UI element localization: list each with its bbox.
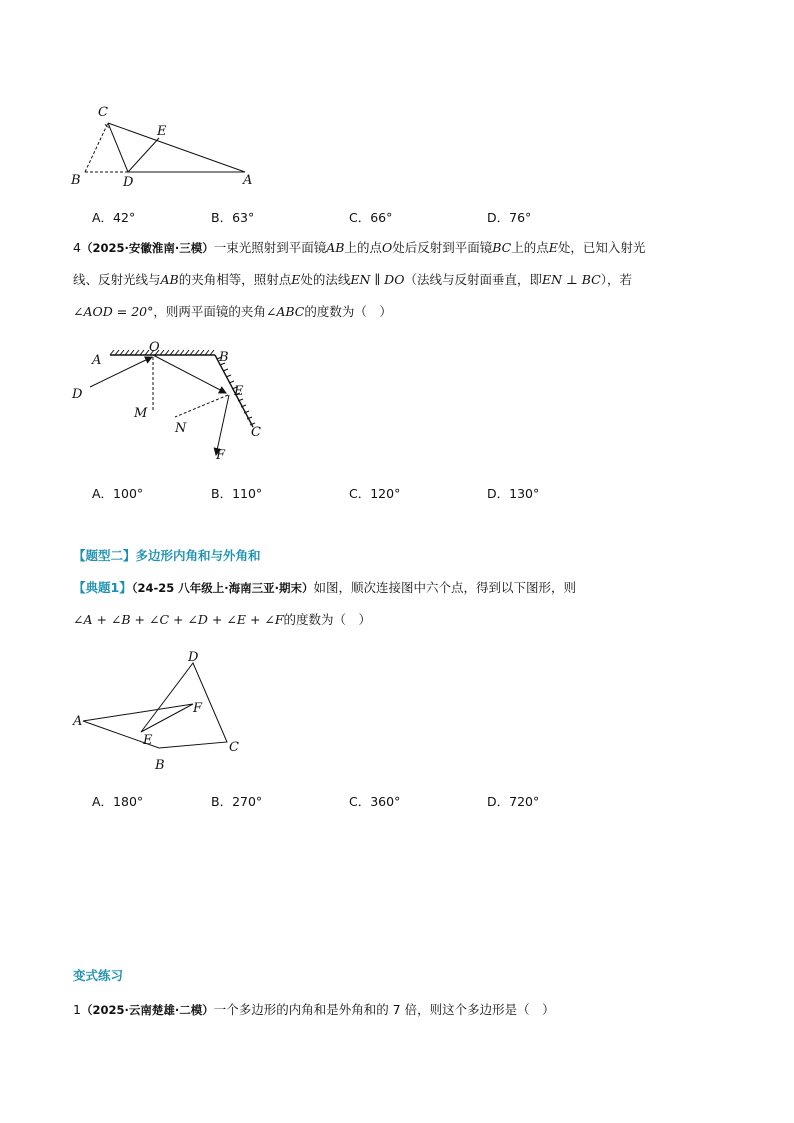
q4-text: 处，已知入射光 <box>557 240 646 255</box>
figure-six-points <box>65 645 265 775</box>
q4-math: BC <box>492 240 512 255</box>
example1-expr: ∠A + ∠B + ∠C + ∠D + ∠E + ∠F <box>73 612 284 627</box>
q4-text: 处后反射到平面镜 <box>392 240 493 255</box>
q3-option-a: A．42° <box>92 210 136 225</box>
q4-text: 一束光照射到平面镜 <box>213 240 327 255</box>
q4-math: AB <box>160 272 179 287</box>
label-a: A <box>243 173 253 188</box>
example1-option-d: D．720° <box>487 794 540 809</box>
label-d: D <box>72 387 83 402</box>
q4-line1 <box>73 240 645 256</box>
q4-text: 上的点 <box>344 240 382 255</box>
q4-math: EN ∥ DO <box>350 272 405 287</box>
q3-option-c: C．66° <box>349 210 393 225</box>
q4-source: （2025·安徽淮南·三模） <box>80 241 214 255</box>
label-a: A <box>92 353 102 368</box>
q4-line2 <box>73 272 632 288</box>
q4-option-a: A．100° <box>92 486 144 501</box>
label-b: B <box>155 758 165 773</box>
label-e: E <box>234 384 244 399</box>
label-e: E <box>157 124 167 139</box>
label-c: C <box>251 425 261 440</box>
label-d: D <box>123 175 134 190</box>
example1-tag: 【典题1】 <box>73 580 132 595</box>
label-f: F <box>193 701 203 716</box>
example1-line1 <box>73 580 576 596</box>
practice-q1-number: 1 <box>73 1002 81 1017</box>
q4-math: E <box>291 272 301 287</box>
q4-text: 线、反射光线与 <box>73 272 161 287</box>
q4-text: 处的法线 <box>300 272 351 287</box>
practice-heading: 变式练习 <box>73 968 124 983</box>
q4-math: ∠AOD = 20° <box>73 304 154 319</box>
q4-line3 <box>73 304 392 320</box>
example1-option-b: B．270° <box>211 794 263 809</box>
q4-option-c: C．120° <box>349 486 401 501</box>
label-c: C <box>98 105 108 120</box>
label-b: B <box>219 350 229 365</box>
example1-text2: 的度数为（ ） <box>283 612 372 627</box>
q4-text: 上的点 <box>511 240 549 255</box>
example1-source: （24-25 八年级上·海南三亚·期末） <box>131 581 314 595</box>
label-o: O <box>149 340 160 355</box>
q4-math: EN ⊥ BC <box>541 272 601 287</box>
q4-text: 的夹角相等，照射点 <box>178 272 292 287</box>
label-b: B <box>71 173 81 188</box>
label-e: E <box>143 733 153 748</box>
practice-q1 <box>73 1002 555 1018</box>
example1-text: 如图，顺次连接图中六个点，得到以下图形，则 <box>313 580 576 595</box>
q3-option-b: B．63° <box>211 210 255 225</box>
q4-math: ∠ABC <box>265 304 305 319</box>
q4-option-b: B．110° <box>211 486 263 501</box>
q4-math: O <box>381 240 393 255</box>
q4-math: E <box>548 240 558 255</box>
q4-text: ），若 <box>600 272 632 287</box>
q3-option-d: D．76° <box>487 210 532 225</box>
practice-q1-text: 一个多边形的内角和是外角和的 7 倍，则这个多边形是（ ） <box>213 1002 555 1017</box>
example1-option-a: A．180° <box>92 794 144 809</box>
label-d: D <box>188 650 199 665</box>
q4-text: （法线与反射面垂直，即 <box>404 272 542 287</box>
q4-text: 的度数为（ ） <box>304 304 392 319</box>
figure-triangle-cbda <box>65 100 265 190</box>
q4-number: 4 <box>73 240 81 255</box>
example1-line2 <box>73 612 371 628</box>
label-a: A <box>73 714 83 729</box>
label-c: C <box>229 740 239 755</box>
label-n: N <box>175 421 187 436</box>
q4-text: ，则两平面镜的夹角 <box>153 304 266 319</box>
q4-math: AB <box>326 240 345 255</box>
label-f: F <box>216 448 226 463</box>
label-m: M <box>134 406 148 421</box>
figure-mirrors <box>65 335 275 465</box>
practice-q1-source: （2025·云南楚雄·二模） <box>80 1003 214 1017</box>
example1-option-c: C．360° <box>349 794 401 809</box>
section-heading: 【题型二】多边形内角和与外角和 <box>73 548 261 563</box>
q4-option-d: D．130° <box>487 486 540 501</box>
